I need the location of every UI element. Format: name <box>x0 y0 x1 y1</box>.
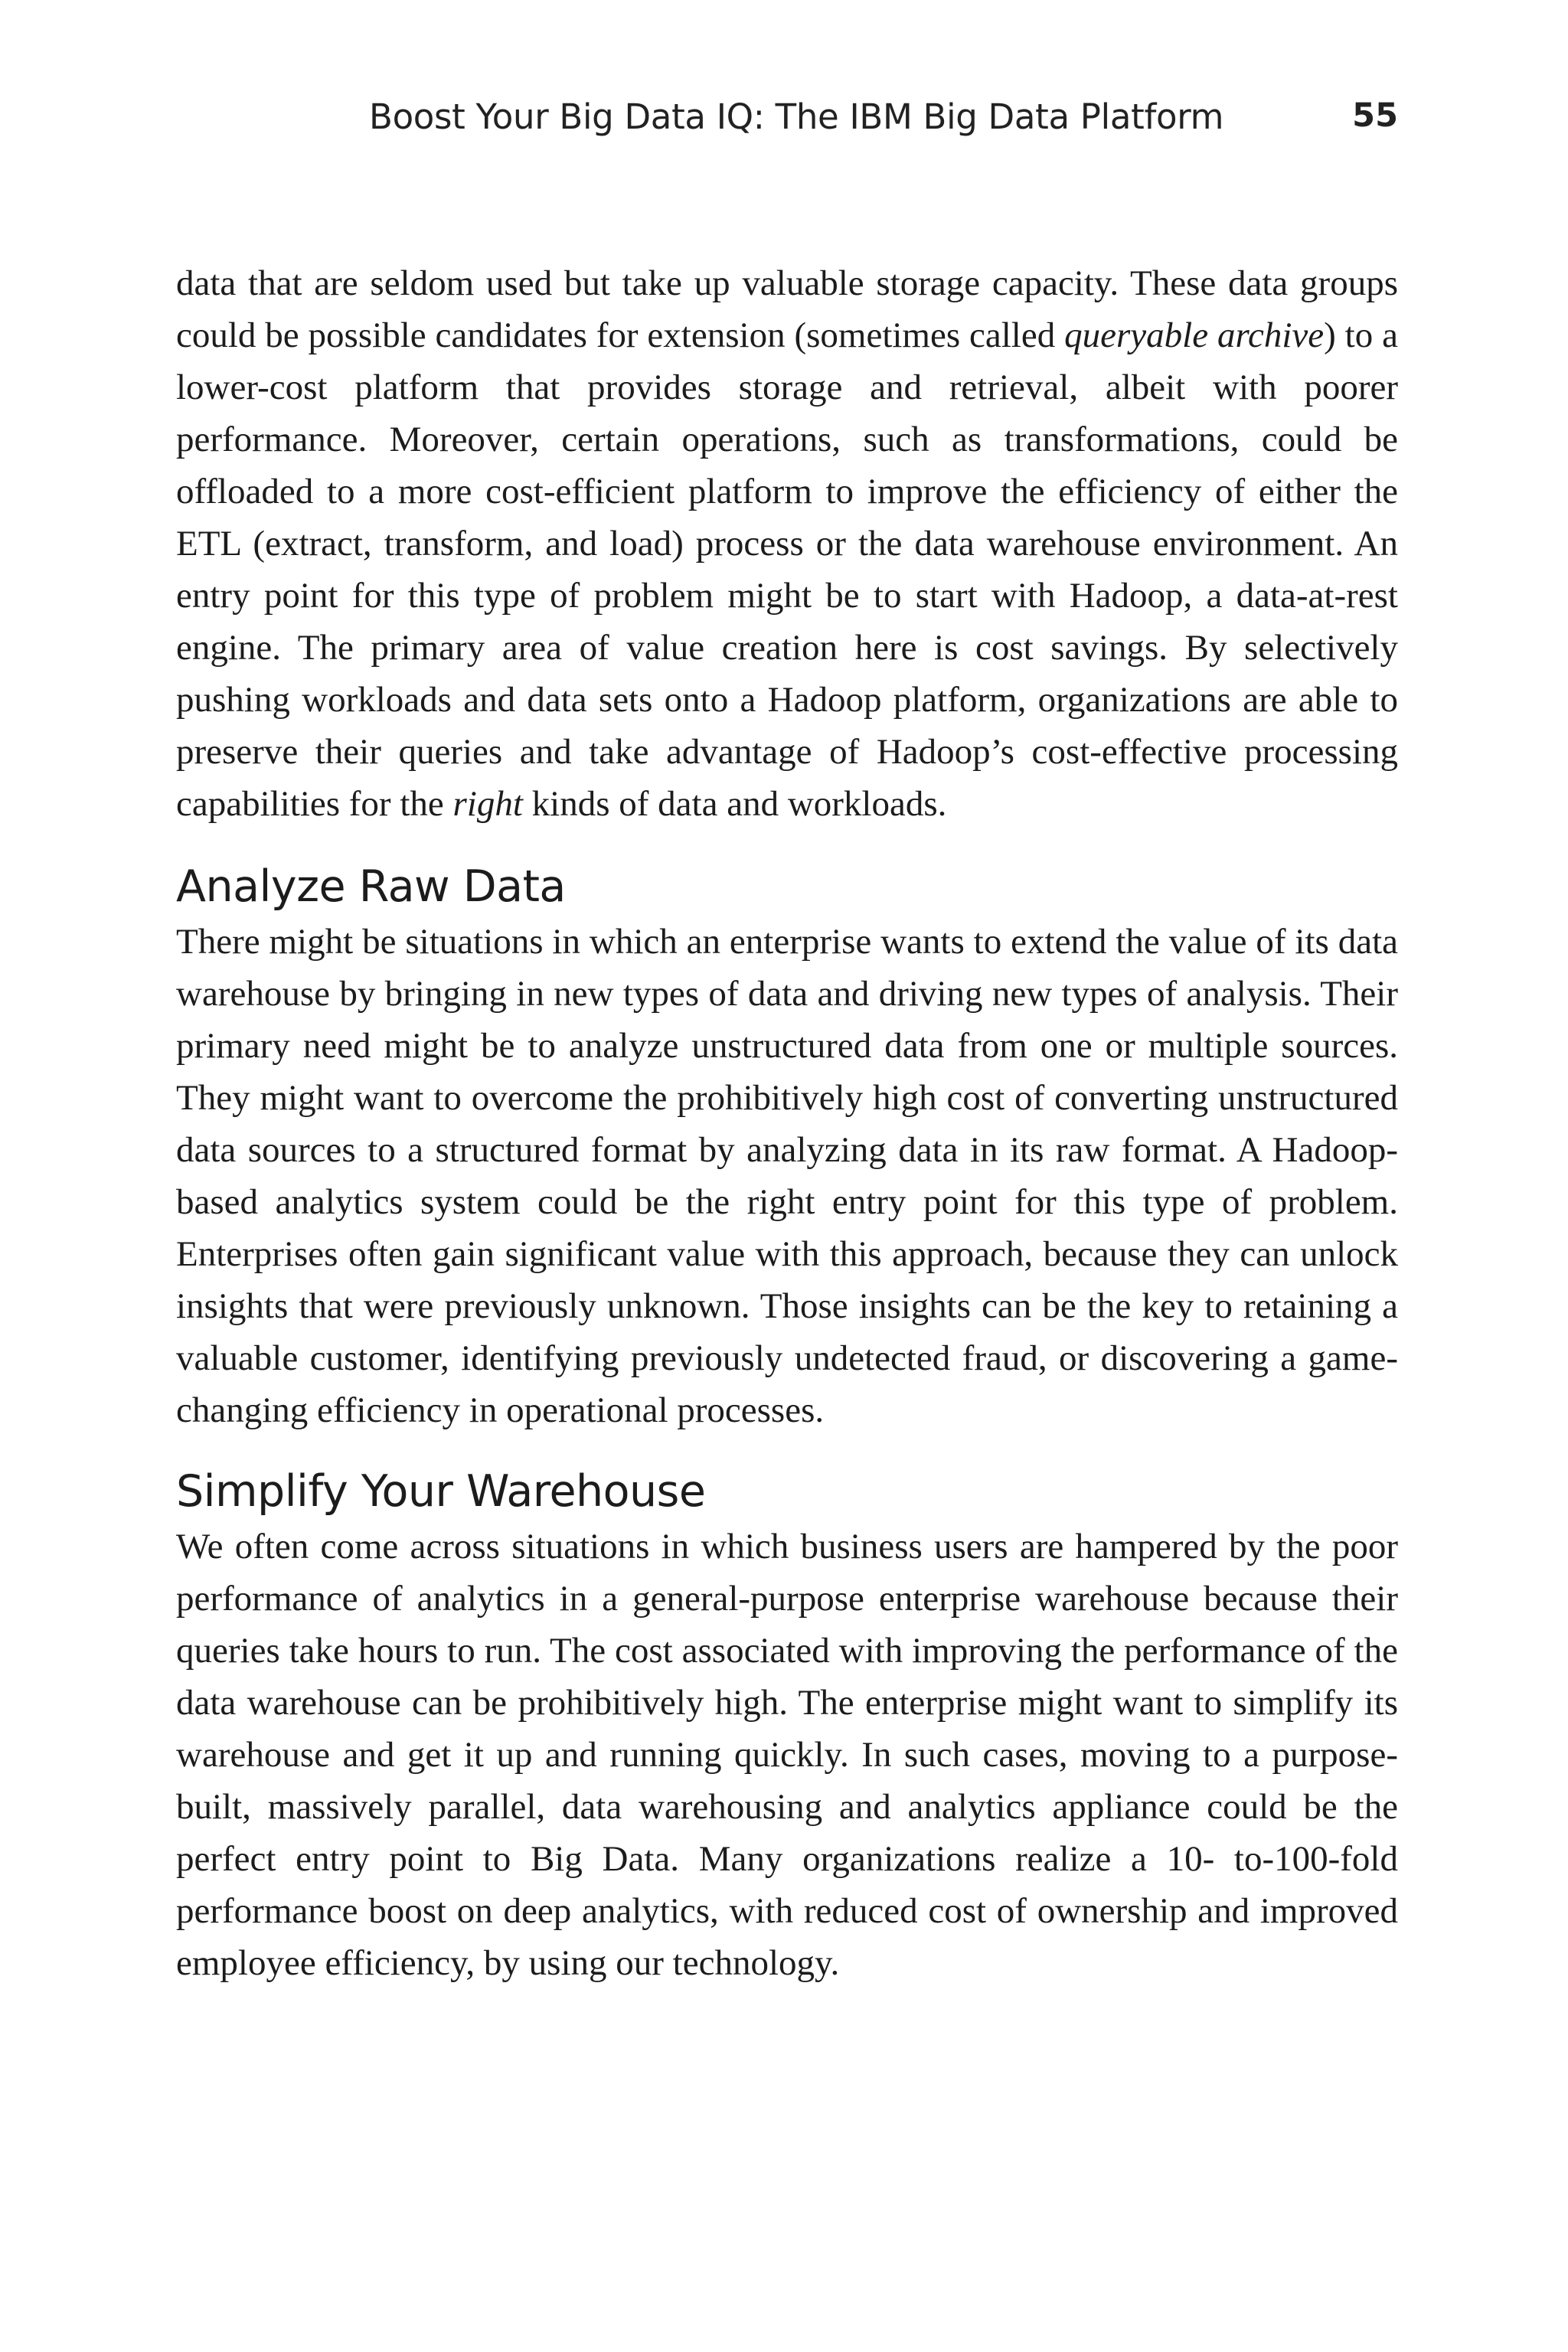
running-header <box>176 96 1398 142</box>
analyze-raw-data-paragraph: There might be situations in which an enterprise wants to extend the value of its data warehouse by bringing in new types of data and driving new types of analysis. Their primary need might be to analyze unstructured data from one or multiple sources. They might want to overcome the prohibitively high cost of converting unstructured data sources to a structured format by analyzing data in its raw format. A Hadoop-based analytics system could be the right entry point for this type of problem. Enterprises often gain significant value with this approach, because they can unlock insights that were previously unknown. Those insights can be the key to retaining a valuable customer, identifying previously undetected fraud, or discovering a game-changing efficiency in operational processes. <box>176 922 1398 1430</box>
section-heading-simplify-your-warehouse: Simplify Your Warehouse <box>176 1466 706 1517</box>
section-heading-analyze-raw-data: Analyze Raw Data <box>176 861 566 912</box>
intro-emphasis-queryable-archive: queryable archive <box>1064 315 1325 355</box>
page-body <box>176 257 1398 1989</box>
running-title: Boost Your Big Data IQ: The IBM Big Data Platform <box>369 96 1224 137</box>
simplify-your-warehouse-paragraph: We often come across situations in which business users are hampered by the poor performance of analytics in a general-purpose enterprise warehouse because their queries take hours to run. The cost associated with improving the performance of the data warehouse can be prohibitively high. The enterprise might want to simplify its warehouse and get it up and running quickly. In such cases, moving to a purpose-built, massively parallel, data warehousing and analytics appliance could be the perfect entry point to Big Data. Many organizations realize a 10- to-100-fold performance boost on deep analytics, with reduced cost of ownership and improved employee efficiency, by using our technology. <box>176 1527 1398 1983</box>
intro-text-part-2: ) to a lower-cost platform that provides storage and retrieval, albeit with poorer performance. Moreover, certain operations, such as transformations, could be offloaded to a more cost-efficient platform to improve the efficiency of either the ETL (extract, transform, and load) process or the data warehouse environment. An entry point for this type of problem might be to start with Hadoop, a data-at-rest engine. The primary area of value creation here is cost savings. By selectively pushing workloads and data sets onto a Hadoop platform, organizations are able to preserve their queries and take advantage of Hadoop’s cost-effective processing capabilities for the <box>176 315 1398 824</box>
page-number: 55 <box>1352 96 1398 135</box>
intro-text-part-3: kinds of data and workloads. <box>522 784 947 824</box>
intro-emphasis-right: right <box>452 784 523 824</box>
intro-text-part-1: data that are seldom used but take up valuable storage capacity. These data groups could be possible candidates for extension (sometimes called <box>176 263 1398 355</box>
intro-paragraph <box>176 257 1398 830</box>
